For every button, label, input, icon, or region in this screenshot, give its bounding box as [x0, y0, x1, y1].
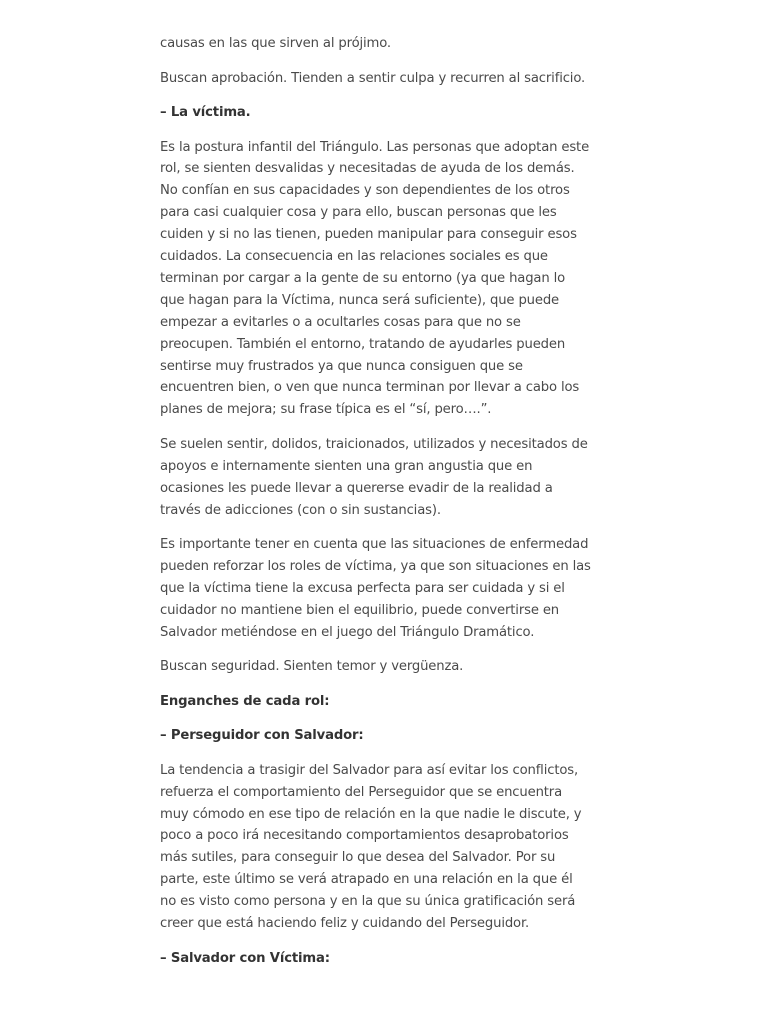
- paragraph: Buscan aprobación. Tienden a sentir culpa y recurren al sacrificio.: [160, 70, 586, 86]
- section-heading-enganches: Enganches de cada rol:: [160, 693, 330, 709]
- section-heading-victima: – La víctima.: [160, 105, 251, 120]
- paragraph: Buscan seguridad. Sienten temor y vergüenza.: [160, 659, 464, 675]
- section-heading-salvador-victima: – Salvador con Víctima:: [160, 950, 330, 966]
- paragraph: Es importante tener en cuenta que las situaciones de enfermedad pueden reforzar los roles de víctima, ya que son situaciones en las que la víctima tiene la excusa perfecta para ser cuidada y si el cuidador no mantiene bien el equilibrio, puede convertirse en Salvador metiéndose en el juego del Triángulo Dramático.: [160, 537, 591, 640]
- paragraph: Es la postura infantil del Triángulo. Las personas que adoptan este rol, se sienten desvalidas y necesitadas de ayuda de los demás. No confían en sus capacidades y son dependientes de los otros para casi cualquier cosa y para ello, buscan personas que les cuiden y si no las tienen, pueden manipular para conseguir esos cuidados. La consecuencia en las relaciones sociales es que terminan por cargar a la gente de su entorno (ya que hagan lo que hagan para la Víctima, nunca será suficiente), que puede empezar a evitarles o a ocultarles cosas para que no se preocupen. También el entorno, tratando de ayudarles pueden sentirse muy frustrados ya que nunca consiguen que se encuentren bien, o ven que nunca terminan por llevar a cabo los planes de mejora; su frase típica es el “sí, pero….”.: [160, 139, 590, 418]
- paragraph: causas en las que sirven al prójimo.: [160, 36, 391, 51]
- article-body: [160, 33, 592, 982]
- section-heading-perseguidor-salvador: – Perseguidor con Salvador:: [160, 728, 364, 744]
- paragraph: La tendencia a trasigir del Salvador para así evitar los conflictos, refuerza el comportamiento del Perseguidor que se encuentra muy cómodo en ese tipo de relación en la que nadie le discute, y poco a poco irá necesitando comportamientos desaprobatorios más sutiles, para conseguir lo que desea del Salvador. Por su parte, este último se verá atrapado en una relación en la que él no es visto como persona y en la que su única gratificación será creer que está haciendo feliz y cuidando del Perseguidor.: [160, 762, 582, 932]
- paragraph: Se suelen sentir, dolidos, traicionados, utilizados y necesitados de apoyos e internamente sienten una gran angustia que en ocasiones les puede llevar a quererse evadir de la realidad a través de adicciones (con o sin sustancias).: [160, 436, 588, 518]
